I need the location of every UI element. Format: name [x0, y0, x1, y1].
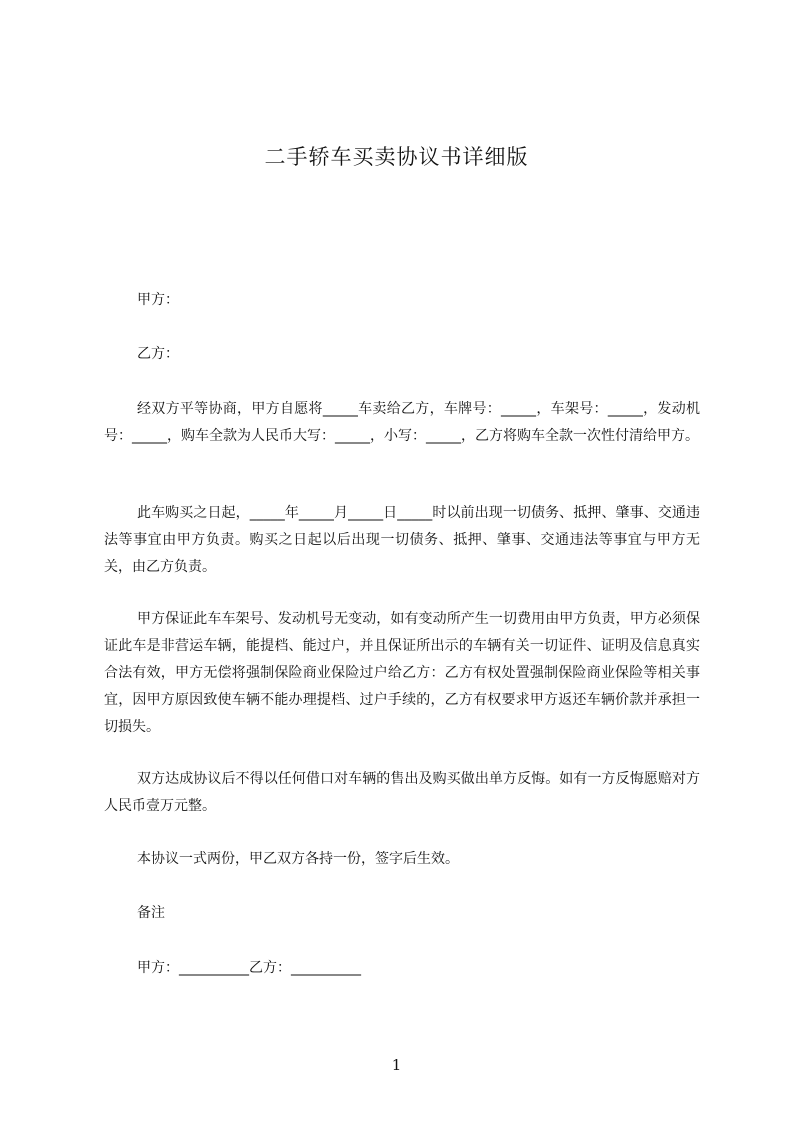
- party-b-label: 乙方：: [137, 346, 179, 362]
- note-label: 备注: [137, 905, 165, 921]
- paragraph-copies-effect: 本协议一式两份，甲乙双方各持一份，签字后生效。: [137, 851, 459, 867]
- paragraph-seller-guarantee: 甲方保证此车车架号、发动机号无变动，如有变动所产生一切费用由甲方负责，甲方必须保证此车是非营运车辆，能提档、能过户，并且保证所出示的车辆有关一切证件、证明及信息真实合法有效，甲方无偿将强制保险商业保险过户给乙方：乙方有权处置强制保险商业保险等相关事宜，因甲方原因致使车辆不能办理提档、过户手续的，乙方有权要求甲方返还车辆价款并承担一切损失。: [104, 611, 700, 735]
- document-title: 二手轿车买卖协议书详细版: [264, 145, 529, 169]
- paragraph-liability-period: 此车购买之日起，_____年_____月_____日_____时以前出现一切债务、抵押、肇事、交通违法等事宜由甲方负责。购买之日起以后出现一切债务、抵押、肇事、交通违法等事宜与甲方无关，由乙方负责。: [104, 505, 700, 575]
- signature-line: 甲方：__________乙方：__________: [137, 960, 361, 976]
- party-a-label: 甲方：: [137, 292, 179, 308]
- paragraph-sale-terms: 经双方平等协商，甲方自愿将_____车卖给乙方，车牌号：_____，车架号：_____，发动机号：_____，购车全款为人民币大写：_____，小写：_____，乙方将购车全款一次性付清给甲方。: [104, 401, 700, 444]
- paragraph-no-regret-clause: 双方达成协议后不得以任何借口对车辆的售出及购买做出单方反悔。如有一方反悔愿赔对方人民币壹万元整。: [104, 771, 700, 814]
- page-number: 1: [391, 1056, 402, 1074]
